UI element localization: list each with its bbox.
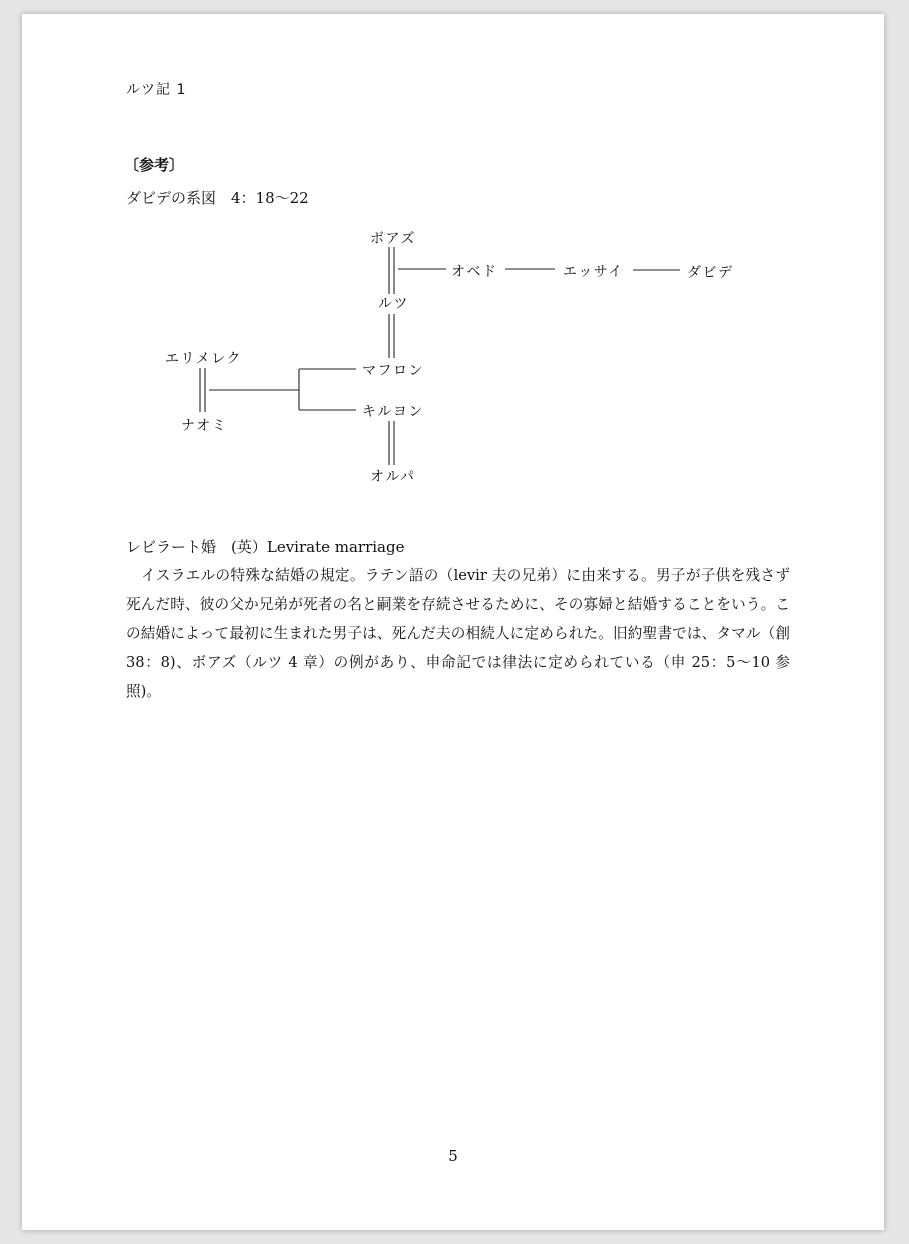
term-heading: レビラート婚 (英）Levirate marriage <box>126 538 405 556</box>
name-obed: オベド <box>451 264 498 280</box>
page-number: 5 <box>448 1147 458 1165</box>
genealogy-chart <box>22 14 884 534</box>
name-boaz: ボアズ <box>370 231 416 247</box>
reference-heading: 〔参考〕 <box>124 156 185 174</box>
name-ruth: ルツ <box>378 296 409 312</box>
name-mahlon: マフロン <box>362 363 424 379</box>
name-jesse: エッサイ <box>563 264 624 280</box>
name-orpah: オルパ <box>370 469 416 485</box>
running-head: ルツ記 1 <box>126 82 187 98</box>
body-paragraph: イスラエルの特殊な結婚の規定。ラテン語の（levir 夫の兄弟）に由来する。男子が子供を残さず死んだ時、彼の父か兄弟が死者の名と嗣業を存続させるために、その寡婦と結婚することをいう。この結婚によって最初に生まれた男子は、死んだ夫の相続人に定められた。旧約聖書では、タマル（創 38：8)、ボアズ（ルツ 4 章）の例があり、申命記では律法に定められている（申 25：5〜10 参照)。 <box>126 567 790 700</box>
name-david: ダビデ <box>687 265 734 281</box>
genealogy-title: ダビデの系図 4：18〜22 <box>126 189 309 207</box>
name-elimelech: エリメレク <box>165 351 242 367</box>
name-chilion: キルヨン <box>362 404 424 420</box>
name-naomi: ナオミ <box>181 418 228 434</box>
document-page <box>22 14 884 1230</box>
